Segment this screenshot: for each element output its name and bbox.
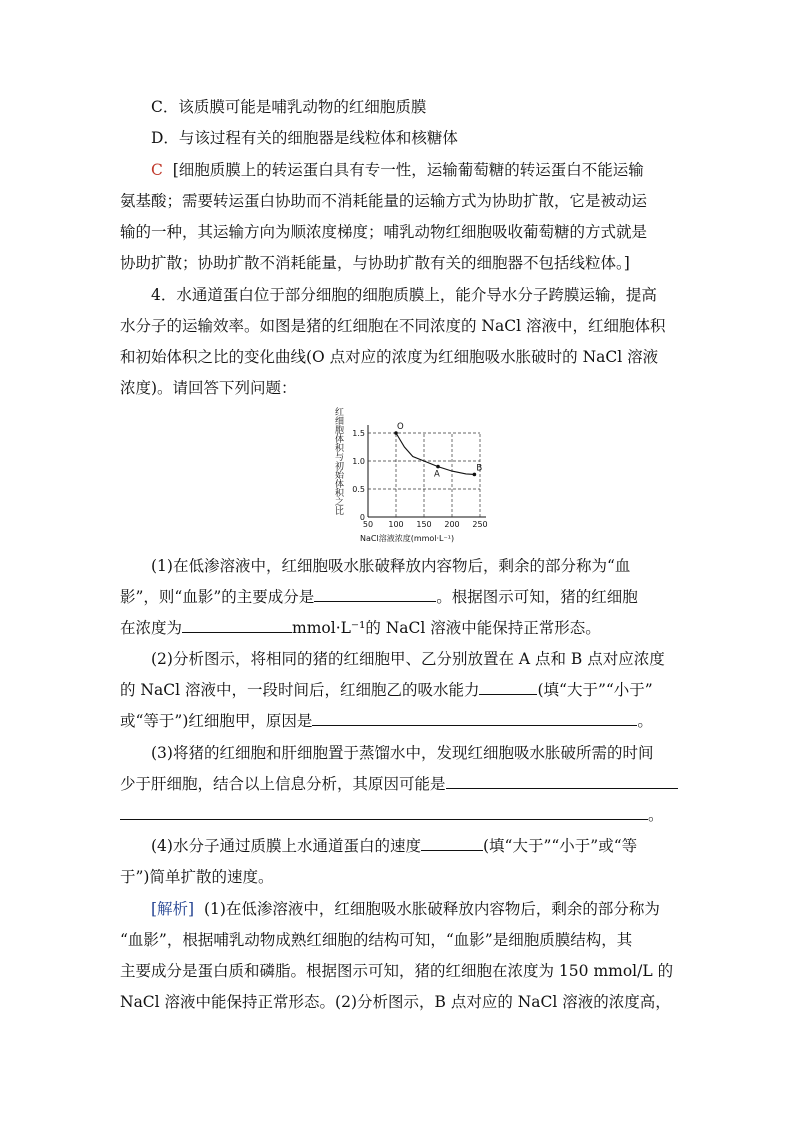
plot-area (352, 422, 487, 529)
answer-line-1 (151, 160, 644, 180)
x-tick-label: 200 (444, 520, 460, 529)
option-c: C．该质膜可能是哺乳动物的红细胞质膜 (151, 98, 427, 116)
point-label-O: O (397, 422, 404, 432)
p4-text-b: (填“大于”“小于”或“等 (482, 837, 638, 855)
y-tick-label: 0 (359, 513, 365, 522)
p3-line-1: (3)将猪的红细胞和肝细胞置于蒸馏水中，发现红细胞吸水胀破所需的时间 (151, 744, 654, 762)
y-axis-label: 红细胞体积与初始体积之比 (333, 407, 343, 515)
p2-line-1: (2)分析图示，将相同的猪的红细胞甲、乙分别放置在 A 点和 B 点对应浓度 (151, 650, 665, 668)
analysis-line-1 (151, 899, 660, 919)
blank-7[interactable] (421, 836, 483, 851)
p4-line-1 (151, 836, 637, 856)
p3-line-3 (120, 805, 664, 825)
blank-5[interactable] (446, 774, 678, 789)
x-tick-label: 250 (472, 520, 488, 529)
blank-4[interactable] (312, 711, 637, 726)
answer-line-4: 协助扩散；协助扩散不消耗能量，与协助扩散有关的细胞器不包括线粒体。] (120, 254, 630, 272)
blank-2[interactable] (182, 618, 292, 633)
p3-line-2 (120, 774, 678, 794)
q4-line-3: 和初始体积之比的变化曲线(O 点对应的浓度为红细胞吸水胀破时的 NaCl 溶液 (120, 348, 659, 366)
p4-line-2: 于”)简单扩散的速度。 (120, 868, 274, 886)
p2-text-b: (填“大于”“小于” (537, 681, 653, 699)
p2-text-a: 的 NaCl 溶液中，一段时间后，红细胞乙的吸水能力 (120, 681, 480, 699)
analysis-line-2: “血影”，根据哺乳动物成熟红细胞的结构可知，“血影”是细胞质膜结构，其 (120, 931, 633, 949)
p1-text-b: 。根据图示可知，猪的红细胞 (436, 588, 638, 606)
p1-text-a: 影”，则“血影”的主要成分是 (120, 588, 315, 606)
analysis-line-4: NaCl 溶液中能保持正常形态。(2)分析图示，B 点对应的 NaCl 溶液的浓度高， (120, 993, 671, 1011)
x-tick-label: 150 (416, 520, 432, 529)
y-tick-label: 1.0 (352, 457, 365, 466)
p1-line-2 (120, 587, 638, 607)
point-A (436, 465, 440, 469)
p2-line-2 (120, 680, 653, 700)
q4-line-2: 水分子的运输效率。如图是猪的红细胞在不同浓度的 NaCl 溶液中，红细胞体积 (120, 317, 666, 335)
answer-line-2: 氨基酸；需要转运蛋白协助而不消耗能量的运输方式为协助扩散，它是被动运 (120, 192, 648, 210)
q4-line-4: 浓度)。请回答下列问题： (120, 379, 297, 397)
point-label-A: A (434, 469, 440, 480)
analysis-tag: [解析] (151, 900, 195, 918)
option-d: D．与该过程有关的细胞器是线粒体和核糖体 (151, 129, 458, 147)
y-tick-label: 0.5 (352, 485, 365, 494)
p2-text-c: 或“等于”)红细胞甲，原因是 (120, 712, 313, 730)
analysis-text-1: (1)在低渗溶液中，红细胞吸水胀破释放内容物后，剩余的部分称为 (203, 900, 660, 918)
p1-text-d: mmol·L⁻¹的 NaCl 溶液中能保持正常形态。 (292, 619, 601, 637)
answer-line-3: 输的一种，其运输方向为顺浓度梯度；哺乳动物红细胞吸收葡萄糖的方式就是 (120, 223, 648, 241)
y-tick-label: 1.5 (352, 429, 365, 438)
p3-text-b: 。 (648, 806, 664, 824)
blank-1[interactable] (314, 587, 436, 602)
blank-3[interactable] (479, 680, 537, 695)
p2-line-3 (120, 711, 653, 731)
p4-text-a: (4)水分子通过质膜上水通道蛋白的速度 (151, 837, 421, 855)
q4-line-1: 4．水通道蛋白位于部分细胞的细胞质膜上，能介导水分子跨膜运输，提高 (151, 286, 657, 304)
x-tick-label: 50 (362, 520, 374, 529)
p2-text-d: 。 (637, 712, 653, 730)
p1-text-c: 在浓度为 (120, 619, 183, 637)
point-label-B: B (476, 463, 483, 474)
x-axis-label: NaCl溶液浓度(mmol·L⁻¹) (360, 534, 455, 543)
blank-6[interactable] (120, 805, 648, 820)
volume-ratio-chart (330, 405, 500, 545)
x-tick-label: 100 (388, 520, 404, 529)
p1-line-1: (1)在低渗溶液中，红细胞吸水胀破释放内容物后，剩余的部分称为“血 (151, 557, 631, 575)
curve-line (396, 433, 474, 474)
answer-letter: C (151, 161, 163, 179)
answer-text-1: [细胞质膜上的转运蛋白具有专一性，运输葡萄糖的转运蛋白不能运输 (172, 161, 644, 179)
p3-text-a: 少于肝细胞，结合以上信息分析，其原因可能是 (120, 775, 446, 793)
p1-line-3 (120, 618, 601, 638)
analysis-line-3: 主要成分是蛋白质和磷脂。根据图示可知，猪的红细胞在浓度为 150 mmol/L 的 (120, 962, 674, 980)
